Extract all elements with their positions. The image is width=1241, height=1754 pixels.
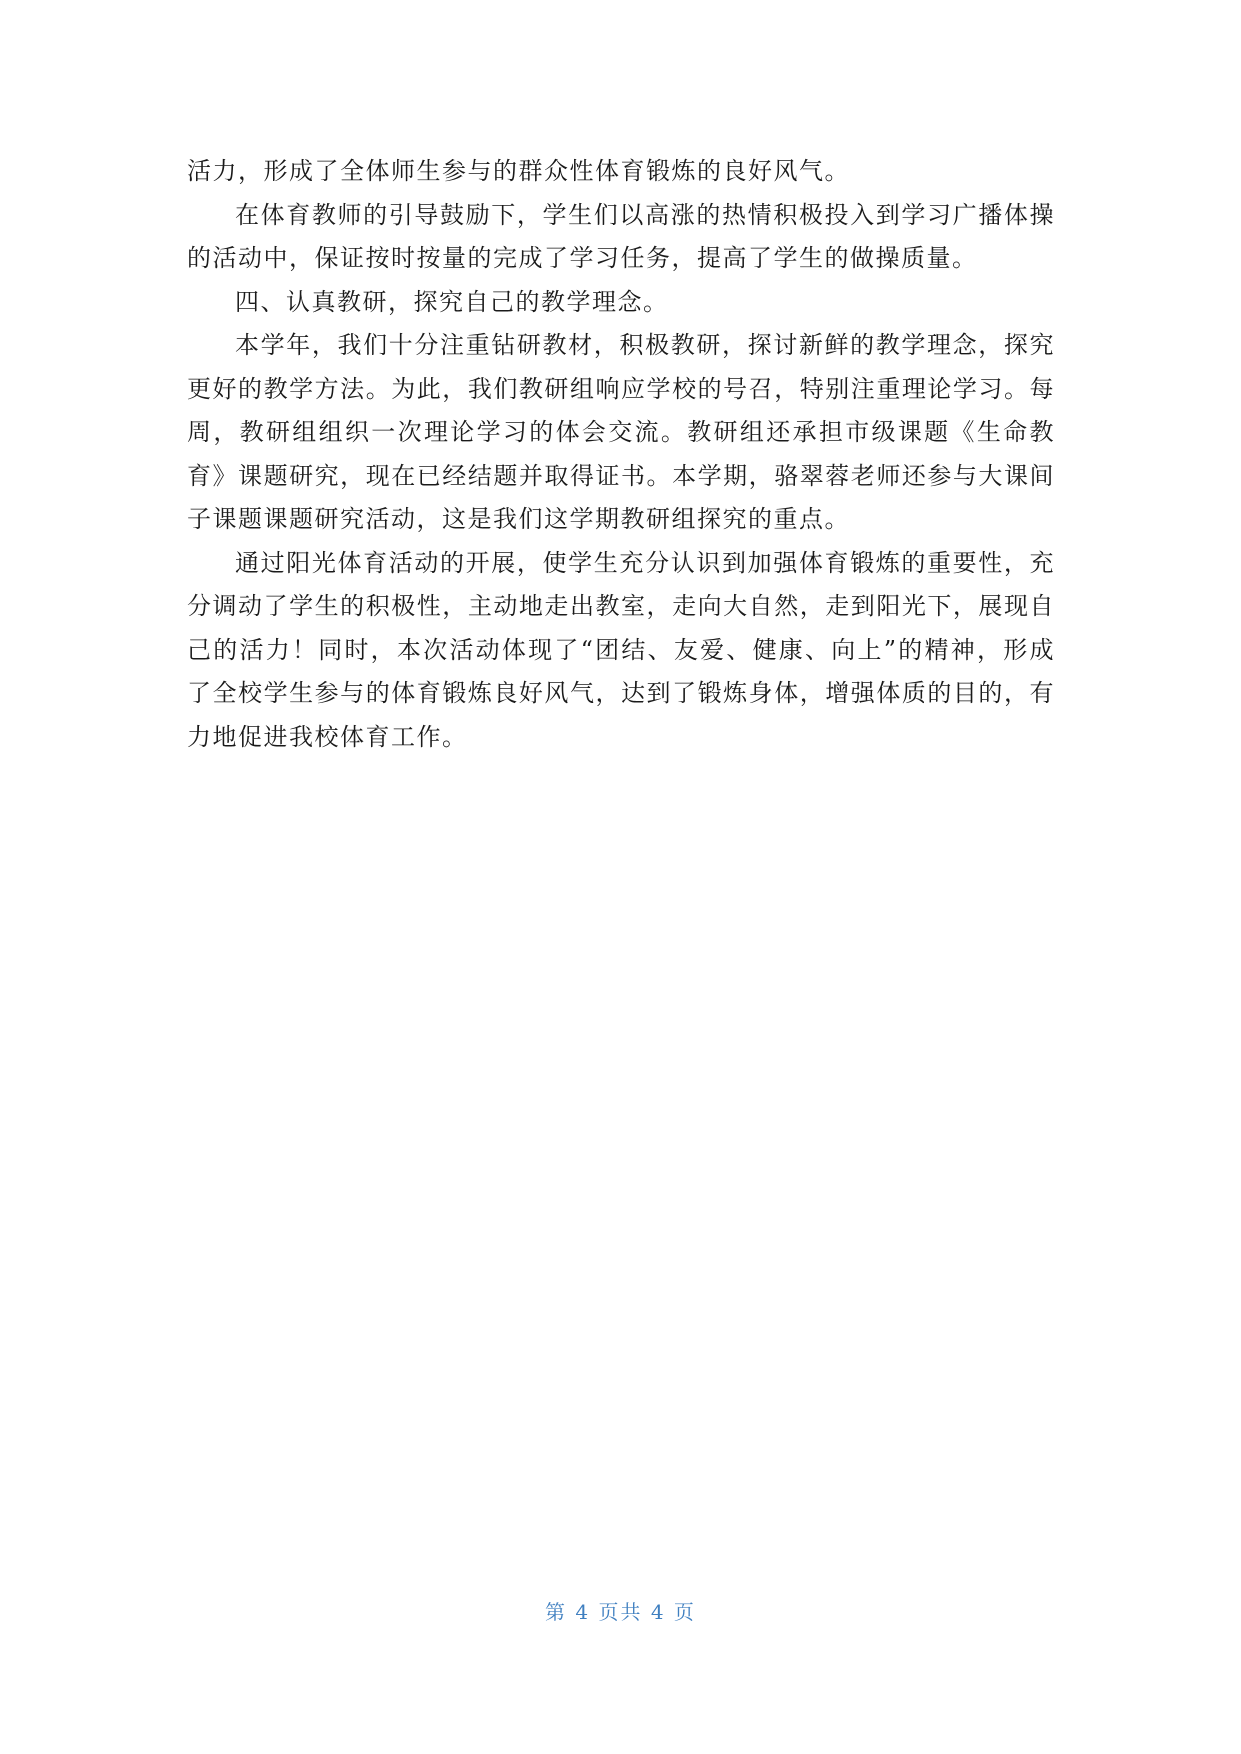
document-body [187, 150, 1055, 759]
paragraph-1: 活力，形成了全体师生参与的群众性体育锻炼的良好风气。 [187, 157, 850, 185]
section-heading: 四、认真教研，探究自己的教学理念。 [235, 287, 669, 316]
page-footer [0, 1596, 1241, 1625]
paragraph-2: 在体育教师的引导鼓励下，学生们以高涨的热情积极投入到学习广播体操的活动中，保证按时按量的完成了学习任务，提高了学生的做操质量。 [187, 200, 1055, 272]
paragraph-4: 通过阳光体育活动的开展，使学生充分认识到加强体育锻炼的重要性，充分调动了学生的积极性，主动地走出教室，走向大自然，走到阳光下，展现自己的活力！同时，本次活动体现了“团结、友爱、健康、向上”的精神，形成了全校学生参与的体育锻炼良好风气，达到了锻炼身体，增强体质的目的，有力地促进我校体育工作。 [187, 548, 1055, 751]
paragraph-3: 本学年，我们十分注重钻研教材，积极教研，探讨新鲜的教学理念，探究更好的教学方法。为此，我们教研组响应学校的号召，特别注重理论学习。每周，教研组组织一次理论学习的体会交流。教研组还承担市级课题《生命教育》课题研究，现在已经结题并取得证书。本学期，骆翠蓉老师还参与大课间子课题课题研究活动，这是我们这学期教研组探究的重点。 [187, 331, 1055, 533]
page-number-label: 第 4 页共 4 页 [545, 1600, 696, 1624]
